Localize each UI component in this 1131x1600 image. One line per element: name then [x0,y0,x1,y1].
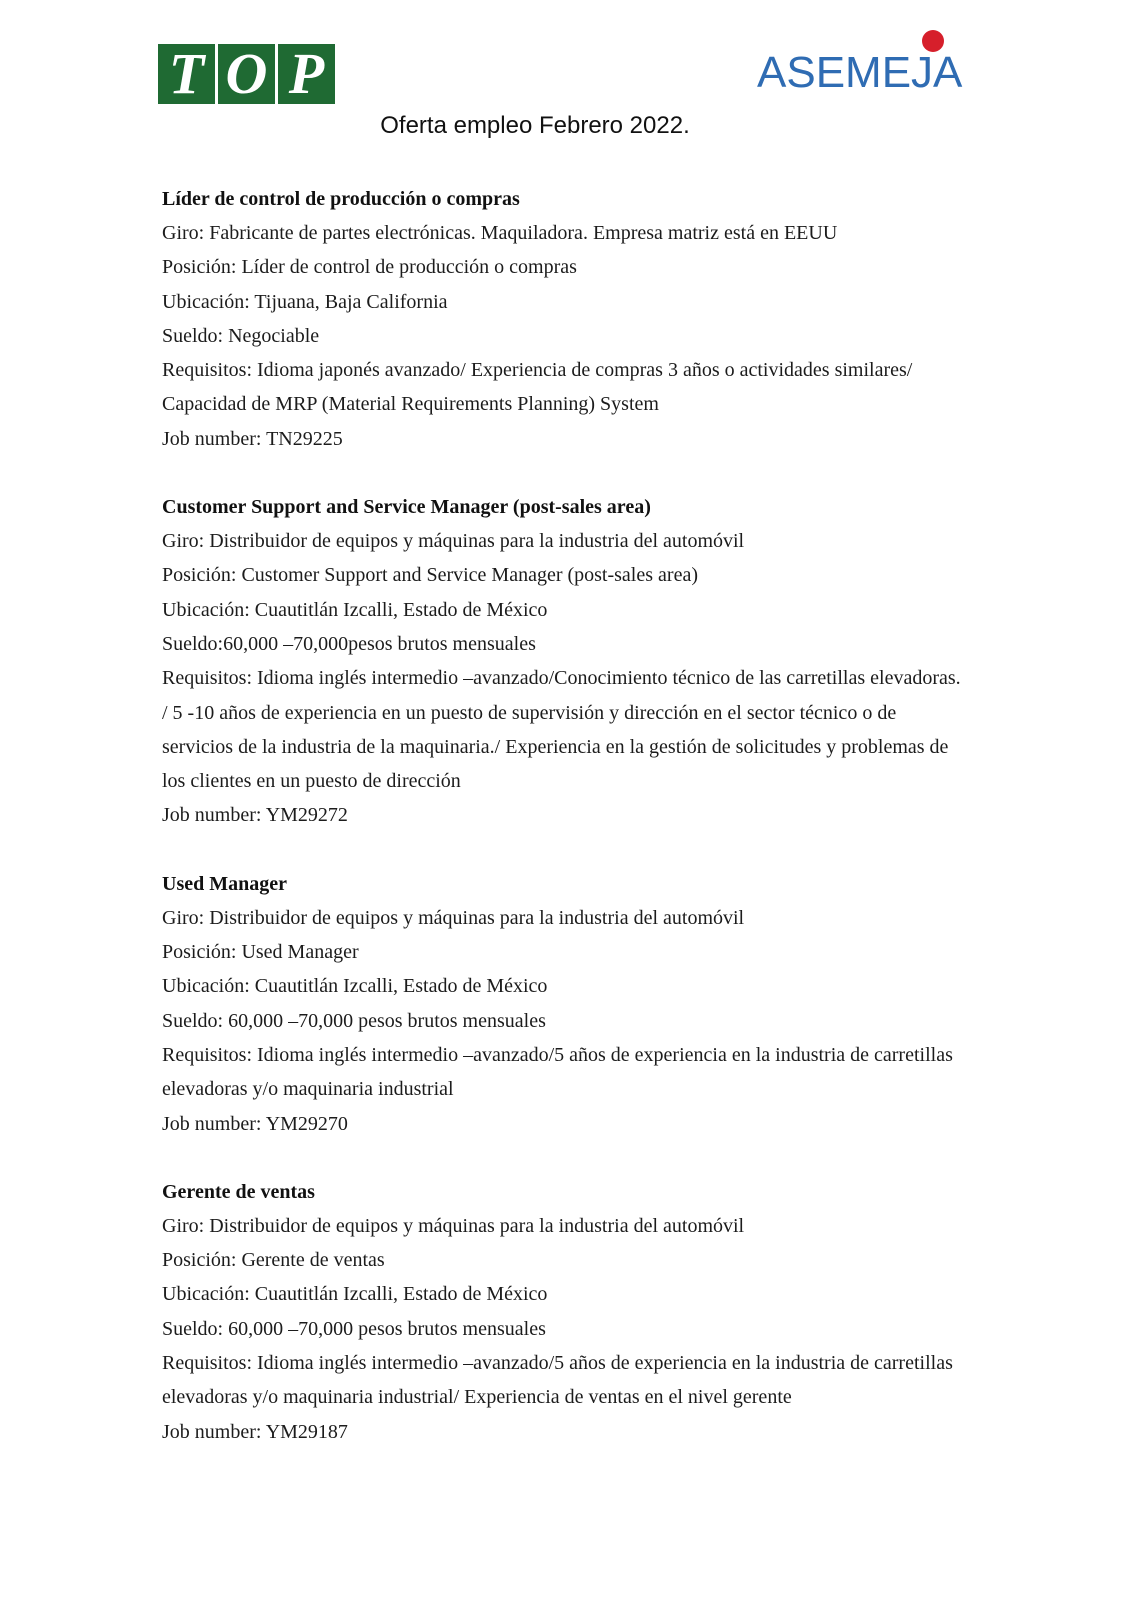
asemeja-logo [757,30,967,110]
job-ubicacion: Ubicación: Tijuana, Baja California [162,290,448,313]
asemeja-logo-text: ASEMEJA [757,48,963,97]
job-posting [162,182,962,456]
job-title: Gerente de ventas [162,1180,315,1203]
job-posicion: Posición: Gerente de ventas [162,1249,385,1272]
job-sueldo: Sueldo: 60,000 –70,000 pesos brutos mensuales [162,1317,546,1340]
job-number: Job number: YM29270 [162,1112,348,1135]
job-requisitos: Requisitos: Idioma inglés intermedio –avanzado/5 años de experiencia en la industria de carretillas elevadoras y/o maquinaria industrial/ Experiencia de ventas en el nivel gerente [162,1352,953,1409]
job-number: Job number: YM29187 [162,1420,348,1443]
job-posicion: Posición: Líder de control de producción o compras [162,256,577,279]
job-title: Customer Support and Service Manager (post-sales area) [162,496,651,519]
job-ubicacion: Ubicación: Cuautitlán Izcalli, Estado de México [162,1283,548,1306]
job-requisitos: Requisitos: Idioma inglés intermedio –avanzado/Conocimiento técnico de las carretillas elevadoras. / 5 -10 años de experiencia en un puesto de supervisión y dirección en el sector técnico o de servicios de la industria de la maquinaria./ Experiencia en la gestión de solicitudes y problemas de los clientes en un puesto de dirección [162,667,961,793]
job-giro: Giro: Distribuidor de equipos y máquinas para la industria del automóvil [162,906,745,929]
job-number: Job number: TN29225 [162,427,343,450]
top-logo-letter: T [158,44,215,104]
top-logo [158,41,335,106]
top-logo-letter: P [278,44,335,104]
job-sueldo: Sueldo: Negociable [162,324,320,347]
job-ubicacion: Ubicación: Cuautitlán Izcalli, Estado de México [162,975,548,998]
job-listings [162,182,962,1483]
job-requisitos: Requisitos: Idioma japonés avanzado/ Experiencia de compras 3 años o actividades similares/ Capacidad de MRP (Material Requirements Planning) System [162,359,913,416]
job-ubicacion: Ubicación: Cuautitlán Izcalli, Estado de México [162,598,548,621]
job-title: Líder de control de producción o compras [162,188,520,210]
job-giro: Giro: Distribuidor de equipos y máquinas para la industria del automóvil [162,1214,745,1237]
job-posicion: Posición: Used Manager [162,941,359,964]
job-sueldo: Sueldo:60,000 –70,000pesos brutos mensuales [162,632,536,655]
job-sueldo: Sueldo: 60,000 –70,000 pesos brutos mensuales [162,1009,546,1032]
job-posting [162,867,962,1141]
job-posting [162,1175,962,1449]
job-number: Job number: YM29272 [162,804,348,827]
job-requisitos: Requisitos: Idioma inglés intermedio –avanzado/5 años de experiencia en la industria de carretillas elevadoras y/o maquinaria industrial [162,1043,953,1101]
job-title: Used Manager [162,872,287,895]
job-giro: Giro: Fabricante de partes electrónicas. Maquiladora. Empresa matriz está en EEUU [162,222,838,244]
top-logo-letter: O [218,44,275,104]
job-giro: Giro: Distribuidor de equipos y máquinas para la industria del automóvil [162,530,745,553]
job-posting [162,490,962,833]
job-posicion: Posición: Customer Support and Service Manager (post-sales area) [162,564,698,587]
document-title: Oferta empleo Febrero 2022. [380,112,690,139]
